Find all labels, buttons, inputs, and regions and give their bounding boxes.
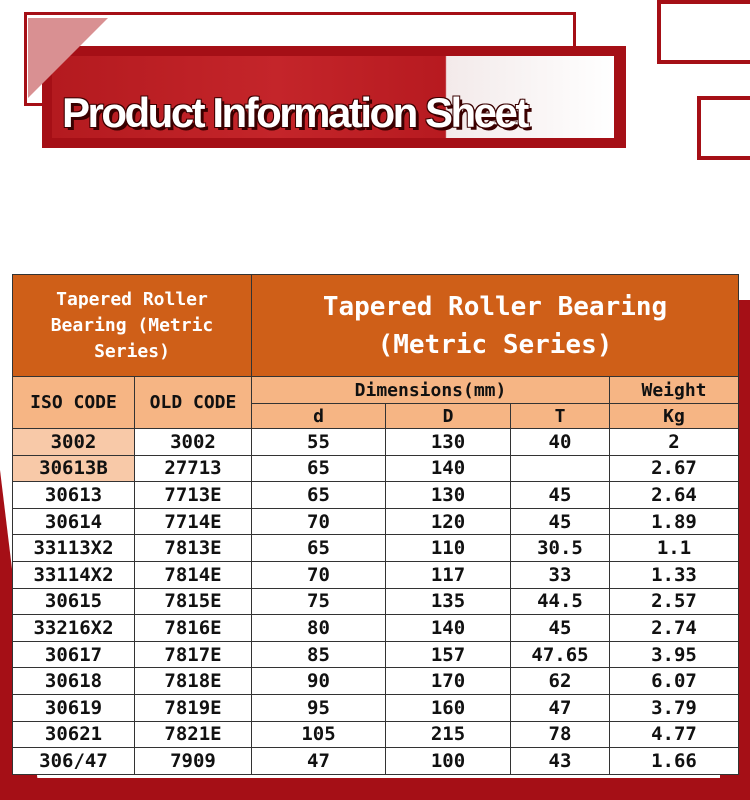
col-header-weight: Weight [610, 377, 739, 404]
col-header-D: D [386, 404, 511, 429]
cell-d: 65 [252, 482, 386, 509]
cell-kg: 1.66 [610, 748, 739, 775]
col-header-iso-code: ISO CODE [13, 377, 135, 429]
cell-d: 70 [252, 508, 386, 535]
cell-kg: 3.79 [610, 694, 739, 721]
cell-D: 170 [386, 668, 511, 695]
caption-main-line: Tapered Roller Bearing [322, 291, 668, 322]
table-row [13, 588, 739, 615]
cell-kg: 2.64 [610, 482, 739, 509]
cell-d: 90 [252, 668, 386, 695]
table-row [13, 508, 739, 535]
col-header-d: d [252, 404, 386, 429]
cell-kg: 2.57 [610, 588, 739, 615]
cell-T: 30.5 [511, 535, 610, 562]
cell-T: 47.65 [511, 641, 610, 668]
cell-T: 44.5 [511, 588, 610, 615]
cell-d: 65 [252, 535, 386, 562]
cell-iso: 3002 [13, 429, 135, 456]
cell-iso: 30621 [13, 721, 135, 748]
cell-old: 7909 [135, 748, 252, 775]
cell-D: 215 [386, 721, 511, 748]
table-row [13, 721, 739, 748]
cell-kg: 1.1 [610, 535, 739, 562]
cell-iso: 30618 [13, 668, 135, 695]
cell-D: 140 [386, 615, 511, 642]
cell-iso: 33113X2 [13, 535, 135, 562]
cell-old: 7818E [135, 668, 252, 695]
cell-T: 43 [511, 748, 610, 775]
cell-kg: 1.33 [610, 561, 739, 588]
cell-D: 130 [386, 429, 511, 456]
cell-iso: 30613 [13, 482, 135, 509]
cell-d: 75 [252, 588, 386, 615]
header-corner-triangle [28, 18, 108, 98]
cell-T: 45 [511, 615, 610, 642]
cell-kg: 1.89 [610, 508, 739, 535]
cell-kg: 2.67 [610, 455, 739, 482]
cell-T [511, 455, 610, 482]
table-row [13, 748, 739, 775]
table-caption-row [13, 275, 739, 377]
cell-kg: 4.77 [610, 721, 739, 748]
cell-D: 110 [386, 535, 511, 562]
cell-d: 85 [252, 641, 386, 668]
cell-d: 105 [252, 721, 386, 748]
cell-old: 7816E [135, 615, 252, 642]
cell-T: 62 [511, 668, 610, 695]
cell-old: 7813E [135, 535, 252, 562]
cell-D: 130 [386, 482, 511, 509]
col-header-old-code: OLD CODE [135, 377, 252, 429]
cell-d: 70 [252, 561, 386, 588]
cell-d: 55 [252, 429, 386, 456]
cell-iso: 30617 [13, 641, 135, 668]
cell-old: 7821E [135, 721, 252, 748]
cell-iso: 30619 [13, 694, 135, 721]
cell-T: 33 [511, 561, 610, 588]
table-row [13, 694, 739, 721]
cell-D: 140 [386, 455, 511, 482]
cell-iso: 30614 [13, 508, 135, 535]
cell-D: 135 [386, 588, 511, 615]
cell-D: 157 [386, 641, 511, 668]
decorative-red-strip-bottom [0, 778, 750, 800]
cell-kg: 3.95 [610, 641, 739, 668]
decorative-frame-right [697, 96, 750, 160]
cell-kg: 2 [610, 429, 739, 456]
page-title: Product Information Sheet [62, 89, 527, 136]
cell-iso: 30615 [13, 588, 135, 615]
caption-left-line: Series) [94, 340, 170, 362]
cell-D: 160 [386, 694, 511, 721]
cell-old: 7814E [135, 561, 252, 588]
table-row [13, 455, 739, 482]
table-row [13, 668, 739, 695]
cell-d: 65 [252, 455, 386, 482]
cell-old: 7713E [135, 482, 252, 509]
cell-old: 3002 [135, 429, 252, 456]
table-row [13, 561, 739, 588]
cell-iso: 33114X2 [13, 561, 135, 588]
caption-main [252, 275, 739, 377]
table-row [13, 482, 739, 509]
column-header-row [13, 377, 739, 404]
cell-iso: 306/47 [13, 748, 135, 775]
cell-iso: 30613B [13, 455, 135, 482]
cell-d: 47 [252, 748, 386, 775]
col-header-T: T [511, 404, 610, 429]
col-header-kg: Kg [610, 404, 739, 429]
cell-old: 7819E [135, 694, 252, 721]
cell-old: 7815E [135, 588, 252, 615]
bearing-spec-table [12, 274, 739, 775]
caption-left-line: Bearing (Metric [50, 314, 214, 336]
table-row [13, 429, 739, 456]
cell-D: 120 [386, 508, 511, 535]
cell-d: 80 [252, 615, 386, 642]
cell-old: 27713 [135, 455, 252, 482]
cell-D: 100 [386, 748, 511, 775]
cell-old: 7714E [135, 508, 252, 535]
cell-D: 117 [386, 561, 511, 588]
cell-kg: 2.74 [610, 615, 739, 642]
cell-old: 7817E [135, 641, 252, 668]
caption-left [13, 275, 252, 377]
cell-T: 40 [511, 429, 610, 456]
cell-d: 95 [252, 694, 386, 721]
cell-T: 78 [511, 721, 610, 748]
col-header-dimensions: Dimensions(mm) [252, 377, 610, 404]
cell-kg: 6.07 [610, 668, 739, 695]
table-row [13, 641, 739, 668]
table-row [13, 615, 739, 642]
caption-left-line: Tapered Roller [56, 288, 208, 310]
cell-T: 45 [511, 482, 610, 509]
table-row [13, 535, 739, 562]
decorative-frame-top-right [657, 0, 750, 64]
cell-iso: 33216X2 [13, 615, 135, 642]
cell-T: 45 [511, 508, 610, 535]
caption-main-line: (Metric Series) [377, 329, 613, 360]
cell-T: 47 [511, 694, 610, 721]
